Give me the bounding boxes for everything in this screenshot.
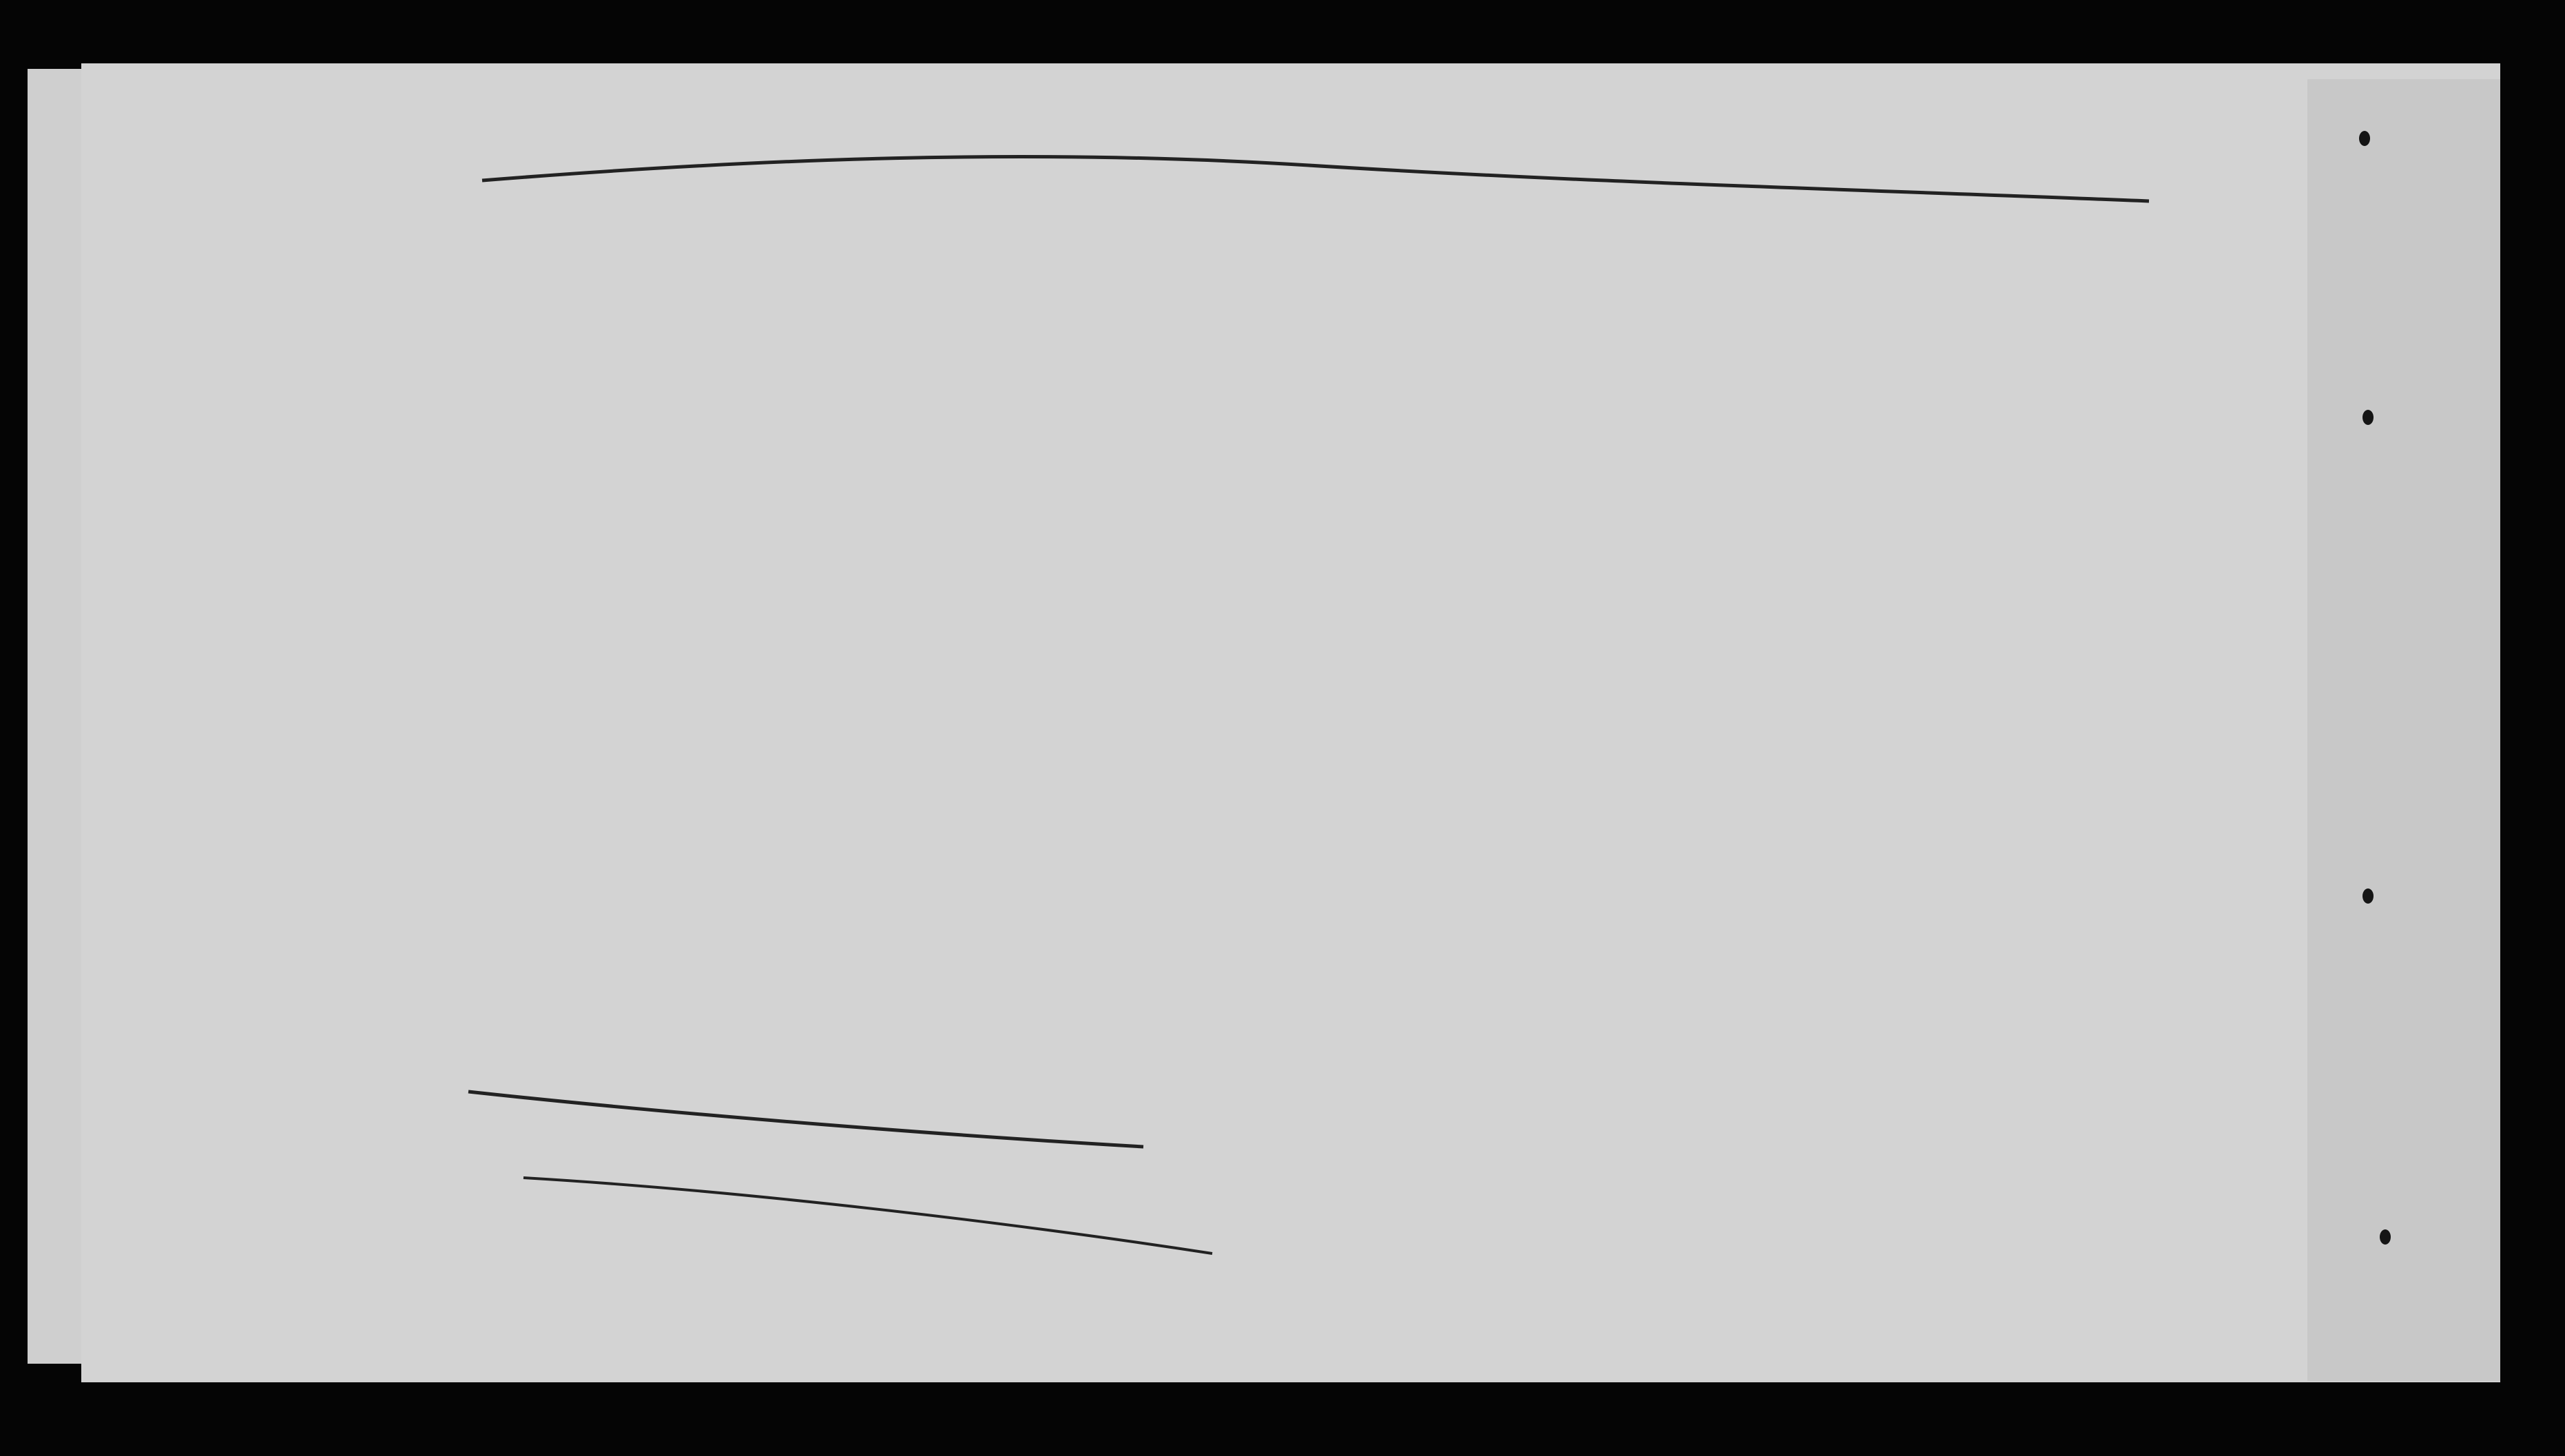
mounting-strip-left — [28, 69, 90, 1364]
punch-hole-3 — [2362, 888, 2374, 904]
punch-hole-4 — [2380, 1229, 2391, 1245]
mounting-strip-right — [2307, 79, 2500, 1381]
paper-sheet — [81, 63, 2500, 1382]
punch-hole-1 — [2359, 131, 2370, 146]
punch-hole-2 — [2362, 410, 2374, 425]
